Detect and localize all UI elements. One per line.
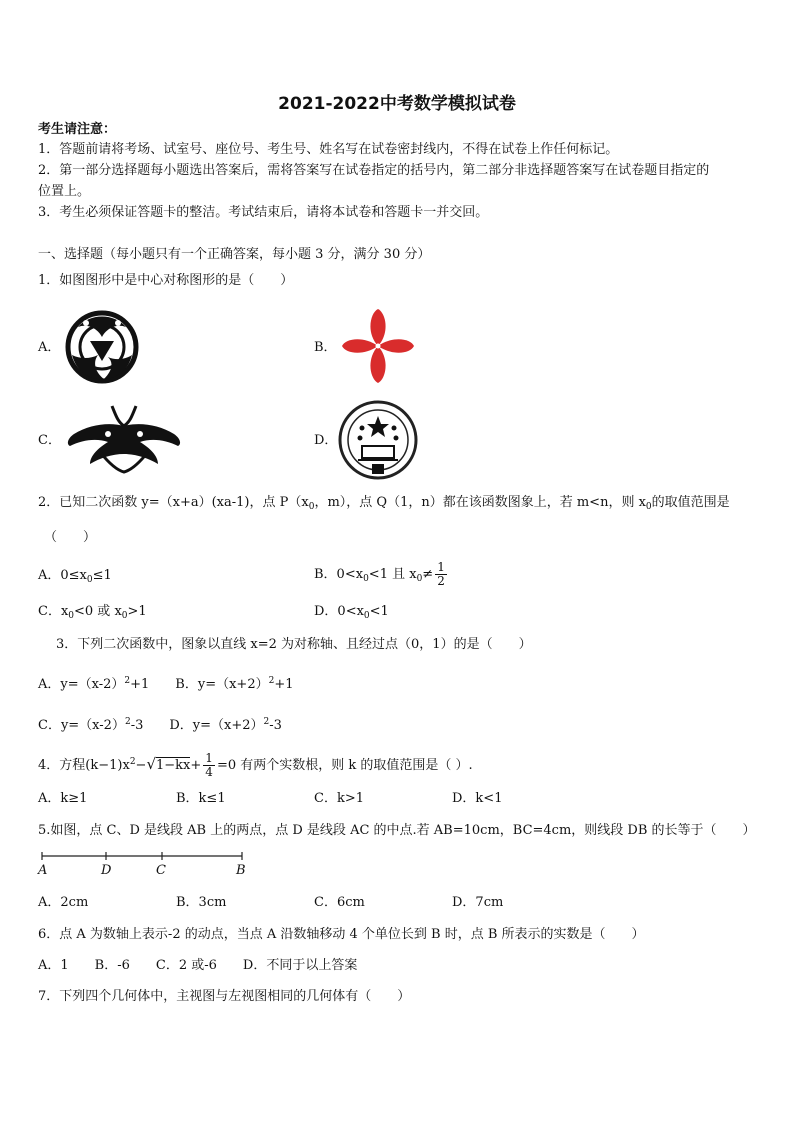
segment-label-d: D bbox=[101, 863, 112, 878]
segment-label-a: A bbox=[38, 863, 48, 878]
q4-fraction: $\frac{1}{4}$ bbox=[205, 751, 213, 779]
segment-label-b: B bbox=[236, 863, 246, 878]
notice-item-3: 3．考生必须保证答题卡的整洁。考试结束后，请将本试卷和答题卡一并交回。 bbox=[38, 205, 489, 220]
q4-option-d: D．k<1 bbox=[452, 791, 503, 806]
national-emblem-icon bbox=[336, 398, 420, 486]
exam-title: 2021-2022中考数学模拟试卷 bbox=[278, 94, 516, 114]
q3-stem: 3．下列二次函数中，图象以直线 x=2 为对称轴、且经过点（0，1）的是（ ） bbox=[56, 637, 532, 652]
q5-stem: 5.如图，点 C、D 是线段 AB 上的两点，点 D 是线段 AC 的中点.若 AB=10cm，BC=4cm，则线段 DB 的长等于（ ） bbox=[38, 823, 756, 838]
notice-heading: 考生请注意： bbox=[38, 122, 117, 137]
q5-option-c: C．6cm bbox=[314, 895, 365, 910]
q2-option-c: C．$x_0<0$ 或 $x_0>1$ bbox=[38, 604, 147, 621]
q4-option-b: B．k≤1 bbox=[176, 791, 226, 806]
q5-option-b: B．3cm bbox=[176, 895, 227, 910]
q3-options-ab: A．$y=(x-2)^2+1$ B．$y=(x+2)^2+1$ bbox=[38, 676, 294, 692]
q2-stem: 2．已知二次函数 y=（x+a）(xa-1)，点 $P(x_0$，m），点 Q（1，n）都在该函数图象上，若 m<n，则 $x_0$的取值范围是 bbox=[38, 495, 730, 512]
q1-option-d-label: D． bbox=[314, 433, 338, 448]
q2-answer-paren: （ ） bbox=[44, 530, 97, 545]
symmetric-bird-pattern-icon bbox=[60, 400, 188, 482]
q2-option-d: D．$0<x_0<1$ bbox=[314, 604, 389, 621]
notice-item-2-cont: 位置上。 bbox=[38, 184, 91, 199]
q6-stem: 6．点 A 为数轴上表示-2 的动点，当点 A 沿数轴移动 4 个单位长到 B 时，点 B 所表示的实数是（ ） bbox=[38, 927, 645, 942]
q2-option-b: B．$0<x_0<1$ 且 $x_0\ne$ $\frac{1}{2}$ bbox=[314, 560, 445, 588]
q6-options: A．1 B．-6 C．2 或-6 D．不同于以上答案 bbox=[38, 958, 358, 973]
q1-option-b-label: B． bbox=[314, 340, 337, 355]
q7-stem: 7．下列四个几何体中，主视图与左视图相同的几何体有（ ） bbox=[38, 989, 411, 1004]
segment-label-c: C bbox=[156, 863, 166, 878]
q5-option-a: A．2cm bbox=[38, 895, 89, 910]
q4-option-c: C．k>1 bbox=[314, 791, 364, 806]
section-heading: 一、选择题（每小题只有一个正确答案，每小题 3 分，满分 30 分） bbox=[38, 247, 431, 262]
q3-options-cd: C．$y=(x-2)^2-3$ D．$y=(x+2)^2-3$ bbox=[38, 717, 282, 733]
q2-fraction: $\frac{1}{2}$ bbox=[437, 560, 445, 588]
notice-item-1: 1．答题前请将考场、试室号、座位号、考生号、姓名写在试卷密封线内，不得在试卷上作任何标记。 bbox=[38, 142, 619, 157]
red-four-petal-flower-icon bbox=[336, 305, 420, 391]
notice-item-2: 2．第一部分选择题每小题选出答案后，需将答案写在试卷指定的括号内，第二部分非选择题答案写在试卷题目指定的 bbox=[38, 163, 710, 178]
q1-stem: 1．如图图形中是中心对称图形的是（ ） bbox=[38, 273, 294, 288]
q1-option-a-label: A． bbox=[38, 340, 61, 355]
q1-option-c-label: C． bbox=[38, 433, 61, 448]
dragon-ring-emblem-icon bbox=[60, 305, 144, 391]
q4-option-a: A．k≥1 bbox=[38, 791, 88, 806]
q5-option-d: D．7cm bbox=[452, 895, 504, 910]
segment-diagram bbox=[36, 848, 250, 884]
q4-stem: 4．方程$(k-1)x^2-√1-kx+$ $\frac{1}{4}$ =0 有两个实数根，则 k 的取值范围是（ ）. bbox=[38, 751, 473, 779]
q2-option-a: A．$0\le x_0\le 1$ bbox=[38, 568, 112, 585]
